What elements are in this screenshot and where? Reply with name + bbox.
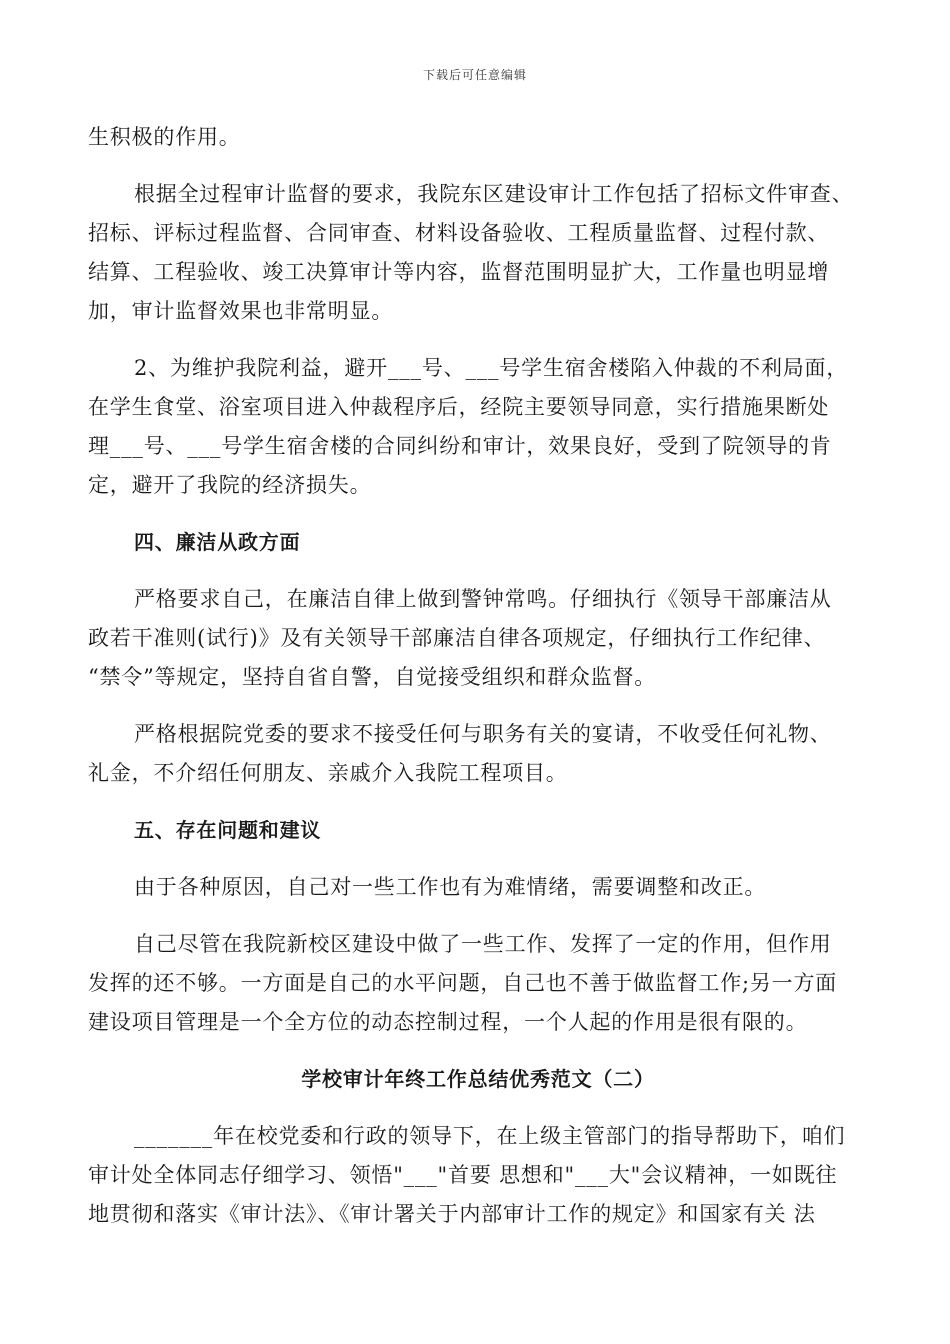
paragraph — [88, 118, 868, 157]
block-gap — [88, 562, 868, 580]
block-gap — [88, 1042, 868, 1060]
text-line: 自己尽管在我院新校区建设中做了一些工作、发挥了一定的作用，但作用 — [134, 932, 832, 956]
document-title — [88, 1060, 868, 1099]
text-line: 招标、评标过程监督、合同审查、材料设备验收、工程质量监督、过程付款、 — [88, 221, 830, 245]
section-heading — [88, 523, 868, 562]
paragraph — [88, 580, 868, 697]
paragraph — [88, 925, 868, 1042]
text-line: 在学生食堂、浴室项目进入仲裁程序后，经院主要领导同意，实行措施果断处 — [88, 395, 830, 419]
block-gap — [88, 1099, 868, 1117]
text-line: 加，审计监督效果也非常明显。 — [88, 299, 394, 323]
text-line: 生积极的作用。 — [88, 125, 241, 149]
text-line: 四、廉洁从政方面 — [134, 530, 301, 554]
text-line: 审计处全体同志仔细学习、领悟"___"首要 思想和"___大"会议精神，一如既往 — [88, 1163, 838, 1187]
paragraph — [88, 715, 868, 793]
text-line: 地贯彻和落实《审计法》、《审计署关于内部审计工作的规定》和国家有关 法 — [88, 1202, 816, 1226]
text-line: 理___号、___号学生宿舍楼的合同纠纷和审计，效果良好，受到了院领导的肯 — [88, 434, 832, 458]
text-line: 发挥的还不够。一方面是自己的水平问题，自己也不善于做监督工作;另一方面 — [88, 971, 838, 995]
block-gap — [88, 907, 868, 925]
page-header: 下载后可任意编辑 — [422, 68, 527, 82]
text-line: 根据全过程审计监督的要求，我院东区建设审计工作包括了招标文件审查、 — [134, 182, 854, 206]
text-line: 学校审计年终工作总结优秀范文（二） — [301, 1067, 655, 1091]
text-line: 由于各种原因，自己对一些工作也有为难情绪，需要调整和改正。 — [134, 875, 767, 899]
block-gap — [88, 697, 868, 715]
text-line: 结算、工程验收、竣工决算审计等内容，监督范围明显扩大，工作量也明显增 — [88, 260, 830, 284]
text-line: 2、为维护我院利益，避开___号、___号学生宿舍楼陷入仲裁的不利局面， — [134, 356, 849, 380]
block-gap — [88, 505, 868, 523]
text-line: 五、存在问题和建议 — [134, 818, 322, 842]
block-gap — [88, 793, 868, 811]
document-body — [88, 118, 868, 1234]
text-line: _______年在校党委和行政的领导下，在上级主管部门的指导帮助下，咱们 — [134, 1124, 846, 1148]
text-line: 政若干准则(试行)》及有关领导干部廉洁自律各项规定，仔细执行工作纪律、 — [88, 626, 826, 650]
text-line: “禁令”等规定，坚持自省自警，自觉接受组织和群众监督。 — [88, 665, 657, 689]
block-gap — [88, 157, 868, 175]
paragraph — [88, 175, 868, 331]
text-line: 严格要求自己，在廉洁自律上做到警钟常鸣。仔细执行《领导干部廉洁从 — [134, 587, 832, 611]
text-line: 严格根据院党委的要求不接受任何与职务有关的宴请，不收受任何礼物、 — [134, 722, 832, 746]
block-gap — [88, 331, 868, 349]
block-gap — [88, 850, 868, 868]
section-heading — [88, 811, 868, 850]
text-line: 礼金，不介绍任何朋友、亲戚介入我院工程项目。 — [88, 761, 568, 785]
text-line: 建设项目管理是一个全方位的动态控制过程，一个人起的作用是很有限的。 — [88, 1010, 808, 1034]
paragraph — [88, 868, 868, 907]
paragraph — [88, 1117, 868, 1234]
text-line: 定，避开了我院的经济损失。 — [88, 473, 372, 497]
paragraph — [88, 349, 868, 505]
